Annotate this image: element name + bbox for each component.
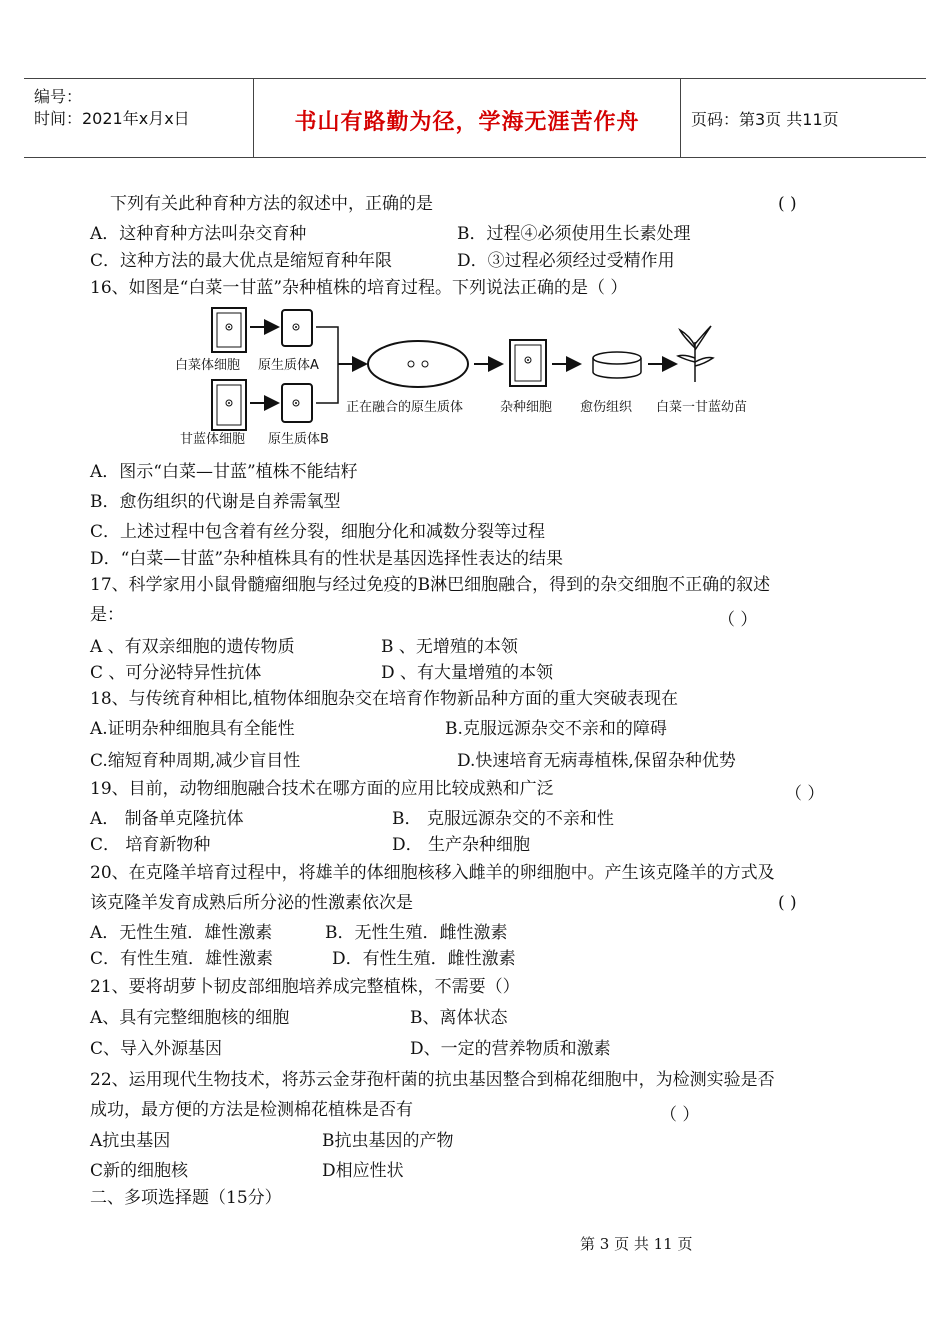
q19-option-c: C． 培育新物种: [90, 835, 211, 855]
q20-option-a: A．无性生殖．雄性激素: [90, 923, 273, 943]
q19-answer-paren: （ ）: [785, 784, 825, 804]
protoplast-a-icon: [282, 310, 312, 346]
label-protoplast-a: 原生质体A: [258, 358, 319, 373]
q15-option-a: A．这种育种方法叫杂交育种: [90, 224, 307, 244]
q19-option-a: A． 制备单克隆抗体: [90, 809, 244, 829]
q18-stem: 18、与传统育种相比,植物体细胞杂交在培育作物新品种方面的重大突破表现在: [90, 689, 679, 709]
q17-option-a: A 、有双亲细胞的遗传物质: [90, 637, 295, 657]
q22-option-b: B抗虫基因的产物: [322, 1131, 454, 1151]
page-header: [24, 78, 926, 158]
label-hybrid-cell: 杂种细胞: [500, 400, 553, 415]
q21-stem: 21、要将胡萝卜韧皮部细胞培养成完整植株，不需要（）: [90, 977, 520, 997]
q16-option-d: D．“白菜—甘蓝”杂种植株具有的性状是基因选择性表达的结果: [90, 549, 564, 569]
q15-option-b: B．过程④必须使用生长素处理: [457, 224, 691, 244]
q22-stem-line1: 22、运用现代生物技术，将苏云金芽孢杆菌的抗虫基因整合到棉花细胞中，为检测实验是否: [90, 1070, 775, 1090]
label-fusing-protoplast: 正在融合的原生质体: [346, 400, 464, 415]
q21-option-d: D、一定的营养物质和激素: [410, 1039, 611, 1059]
kale-cell-icon: [212, 380, 246, 430]
q16-option-c: C．上述过程中包含着有丝分裂，细胞分化和减数分裂等过程: [90, 522, 546, 542]
q15-stem: 下列有关此种育种方法的叙述中，正确的是: [110, 194, 433, 214]
doc-number-label: 编号：: [34, 87, 83, 106]
q16-option-a: A．图示“白菜—甘蓝”植株不能结籽: [90, 462, 358, 482]
q17-option-b: B 、无增殖的本领: [381, 637, 518, 657]
seedling-icon: [678, 326, 713, 382]
q17-stem-line2: 是：: [90, 605, 124, 625]
header-motto-cell: [254, 79, 681, 157]
q20-option-c: C．有性生殖．雄性激素: [90, 949, 274, 969]
q18-option-c: C.缩短育种周期,减少盲目性: [90, 751, 301, 771]
q19-stem: 19、目前，动物细胞融合技术在哪方面的应用比较成熟和广泛: [90, 779, 554, 799]
header-meta-cell: [24, 79, 254, 157]
label-callus: 愈伤组织: [580, 400, 633, 415]
page-indicator: 页码：第3页 共11页: [691, 110, 839, 129]
label-cabbage-cell: 白菜体细胞: [175, 358, 241, 373]
q15-answer-paren: ( ): [778, 194, 797, 214]
fusing-protoplast-icon: [368, 341, 468, 387]
q18-option-d: D.快速培育无病毒植株,保留杂种优势: [457, 751, 736, 771]
cabbage-cell-icon: [212, 308, 246, 352]
header-page-cell: [681, 79, 926, 157]
page-footer: 第 3 页 共 11 页: [580, 1235, 693, 1253]
q15-option-c: C．这种方法的最大优点是缩短育种年限: [90, 251, 393, 271]
q22-option-c: C新的细胞核: [90, 1161, 189, 1181]
q17-stem-line1: 17、科学家用小鼠骨髓瘤细胞与经过免疫的B淋巴细胞融合，得到的杂交细胞不正确的叙述: [90, 575, 771, 595]
q19-option-b: B． 克服远源杂交的不亲和性: [392, 809, 614, 829]
q20-option-b: B．无性生殖．雌性激素: [325, 923, 508, 943]
q22-option-d: D相应性状: [322, 1161, 404, 1181]
q21-option-b: B、离体状态: [410, 1008, 508, 1028]
q17-option-c: C 、可分泌特异性抗体: [90, 663, 262, 683]
q16-option-b: B．愈伤组织的代谢是自养需氧型: [90, 492, 341, 512]
q19-option-d: D． 生产杂种细胞: [392, 835, 531, 855]
q20-stem-line2: 该克隆羊发育成熟后所分泌的性激素依次是: [90, 893, 413, 913]
q17-option-d: D 、有大量增殖的本领: [381, 663, 554, 683]
q20-answer-paren: ( ): [778, 893, 797, 913]
q20-stem-line1: 20、在克隆羊培育过程中，将雄羊的体细胞核移入雌羊的卵细胞中。产生该克隆羊的方式及: [90, 863, 775, 883]
doc-time-label: 时间：2021年x月x日: [34, 109, 190, 128]
q22-option-a: A抗虫基因: [90, 1131, 171, 1151]
q22-answer-paren: （ ）: [660, 1105, 700, 1125]
cabbage-kale-hybrid-diagram: [170, 300, 790, 450]
q16-stem: 16、如图是“白菜一甘蓝”杂种植株的培育过程。下列说法正确的是（ ）: [90, 278, 628, 298]
label-kale-cell: 甘蓝体细胞: [180, 432, 246, 447]
label-seedling: 白菜一甘蓝幼苗: [656, 400, 748, 415]
hybrid-cell-icon: [510, 340, 546, 386]
q20-option-d: D．有性生殖．雌性激素: [332, 949, 516, 969]
motto-text: 书山有路勤为径，学海无涯苦作舟: [294, 110, 640, 135]
section-multiple-choice-heading: 二、多项选择题（15分）: [90, 1188, 282, 1208]
callus-dish-icon: [593, 352, 641, 378]
q21-option-c: C、导入外源基因: [90, 1039, 223, 1059]
protoplast-b-icon: [282, 384, 312, 422]
q17-answer-paren: （ ）: [718, 610, 758, 630]
q18-option-a: A.证明杂种细胞具有全能性: [90, 719, 295, 739]
q21-option-a: A、具有完整细胞核的细胞: [90, 1008, 290, 1028]
label-protoplast-b: 原生质体B: [268, 432, 329, 447]
q15-option-d: D．③过程必须经过受精作用: [457, 251, 675, 271]
q22-stem-line2: 成功，最方便的方法是检测棉花植株是否有: [90, 1100, 413, 1120]
q18-option-b: B.克服远源杂交不亲和的障碍: [445, 719, 667, 739]
